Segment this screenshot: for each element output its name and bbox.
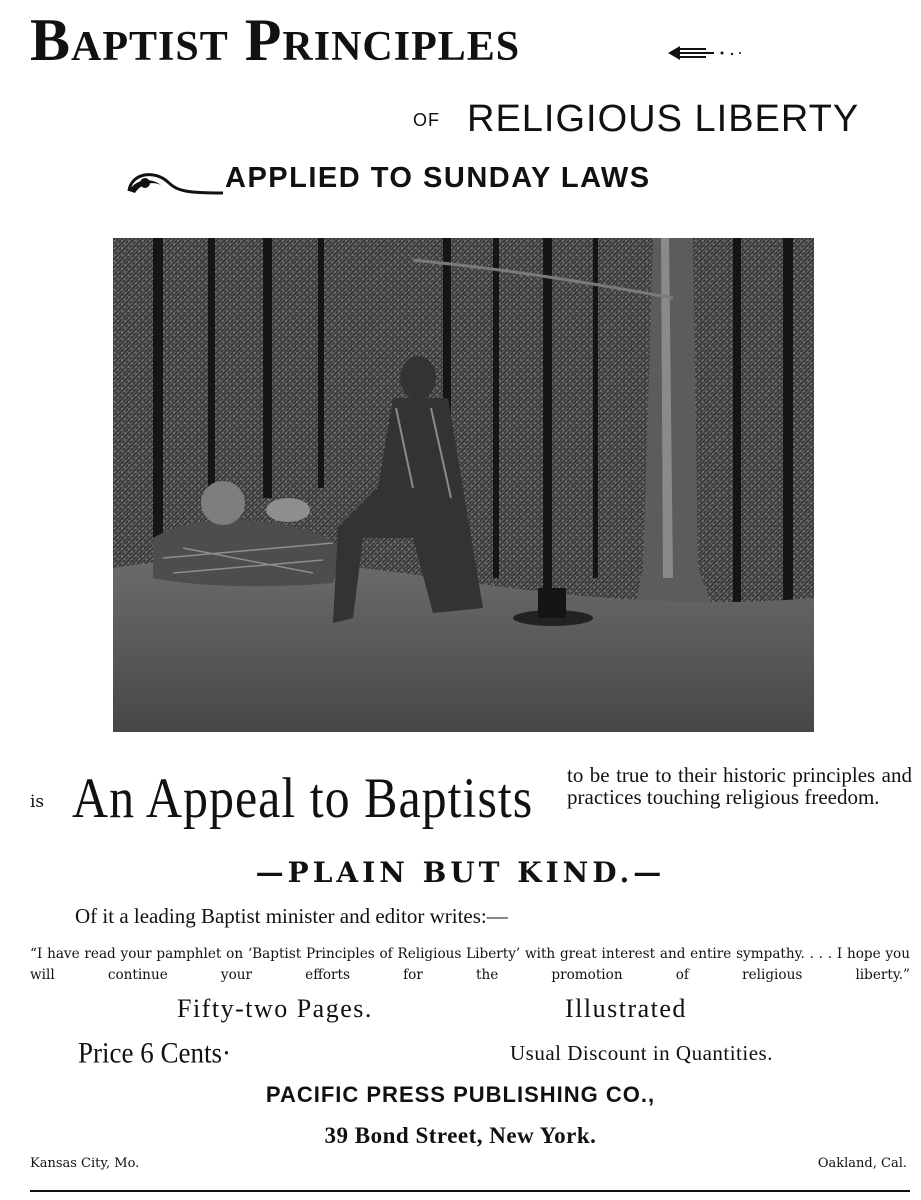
illustrated-note: Illustrated bbox=[565, 994, 687, 1023]
appeal-subtext: to be true to their historic principles and practices touching religious freedom. bbox=[567, 763, 912, 809]
discount-note: Usual Discount in Quantities. bbox=[510, 1041, 773, 1065]
plain-but-kind-tagline: —PLAIN BUT KIND.— bbox=[255, 856, 666, 889]
branch-city-right: Oakland, Cal. bbox=[817, 1156, 907, 1171]
swash-ornament-icon bbox=[125, 165, 225, 199]
title-baptist: Baptist bbox=[30, 7, 229, 73]
title-religious-liberty: RELIGIOUS LIBERTY bbox=[467, 98, 860, 140]
appeal-is-text: is bbox=[30, 792, 45, 812]
title-principles: Principles bbox=[244, 7, 521, 73]
title-line-1 bbox=[30, 7, 521, 73]
forest-kneeling-man-engraving bbox=[113, 238, 814, 732]
testimonial-quote: “I have read your pamphlet on ‘Baptist Principles of Religious Liberty’ with great interest and entire sympathy. . . . I hope you will continue your efforts for the promotion of religious liberty.” bbox=[30, 946, 910, 983]
title-applied-to-sunday-laws: APPLIED TO SUNDAY LAWS bbox=[225, 162, 651, 194]
page-count: Fifty-two Pages. bbox=[177, 994, 373, 1023]
flourish-icon bbox=[666, 38, 746, 68]
title-of: OF bbox=[413, 110, 440, 130]
publisher-name: PACIFIC PRESS PUBLISHING CO., bbox=[265, 1082, 656, 1107]
bottom-rule bbox=[30, 1190, 910, 1192]
testimonial-intro: Of it a leading Baptist minister and editor writes:— bbox=[75, 904, 508, 928]
branch-city-left: Kansas City, Mo. bbox=[30, 1156, 140, 1171]
price: Price 6 Cents· bbox=[78, 1036, 231, 1069]
appeal-heading: An Appeal to Baptists bbox=[72, 765, 534, 830]
publisher-address: 39 Bond Street, New York. bbox=[324, 1123, 597, 1148]
